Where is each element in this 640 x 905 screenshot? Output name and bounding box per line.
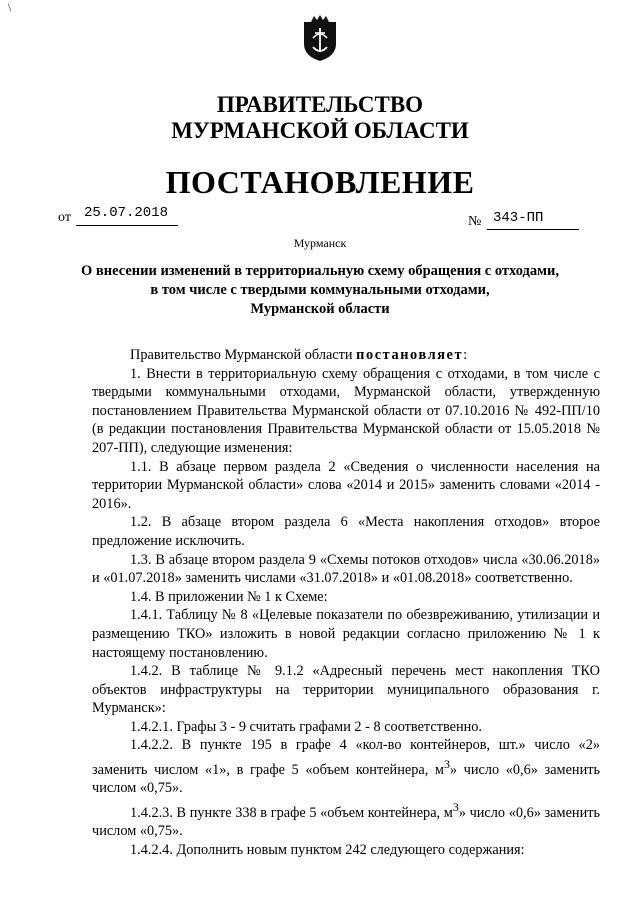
- number-underline: [487, 229, 579, 230]
- paragraph-1-4-2-4: 1.4.2.4. Дополнить новым пунктом 242 следующего содержания:: [130, 841, 525, 858]
- number-prefix: №: [468, 214, 482, 229]
- p1422-text-b: » число «0,6» заменить числом «0,75».: [92, 761, 600, 797]
- org-name-line1: ПРАВИТЕЛЬСТВО: [216, 92, 424, 117]
- title-line3: Мурманской области: [250, 301, 390, 317]
- date-prefix: от: [58, 210, 71, 225]
- intro-end: :: [463, 347, 468, 363]
- paragraph-1-3: 1.3. В абзаце втором раздела 9 «Схемы потоков отходов» числа «30.06.2018» и «01.07.2018» заменить числами «31.07.2018» и «01.08.2018» соответственно.: [92, 551, 600, 587]
- corner-mark: \: [8, 2, 12, 14]
- paragraph-1-4-2: 1.4.2. В таблице № 9.1.2 «Адресный перечень мест накопления ТКО объектов инфраструктуры на территории муниципального образования г. Мурманск»:: [92, 663, 600, 717]
- paragraph-1-1: 1.1. В абзаце первом раздела 2 «Сведения о численности населения на территории Мурманской области» слова «2014 и 2015» заменить словами «2014 - 2016».: [92, 458, 600, 512]
- document-body: [92, 346, 600, 860]
- city: Мурманск: [293, 236, 347, 250]
- title-line2: в том числе с твердыми коммунальными отходами,: [150, 282, 490, 298]
- document-type: ПОСТАНОВЛЕНИЕ: [165, 164, 475, 200]
- paragraph-1: 1. Внести в территориальную схему обращения с отходами, в том числе с твердыми коммунальными отходами, Мурманской области, утвержденную постановлением Правительства Мурманской области от 07.10.2016 № 492-ПП/10 (в редакции постановления Правительства Мурманской области от 15.05.2018 № 207-ПП), следующие изменения:: [92, 365, 600, 456]
- document-date: 25.07.2018: [84, 205, 169, 221]
- document-number: 343-ПП: [493, 210, 544, 226]
- paragraph-1-4: 1.4. В приложении № 1 к Схеме:: [130, 588, 328, 605]
- date-underline: [76, 225, 178, 226]
- paragraph-1-4-2-3: [92, 798, 600, 841]
- coat-of-arms-icon: [302, 14, 338, 62]
- document-title: [80, 262, 560, 319]
- intro-keyword: постановляет: [356, 347, 464, 363]
- p1422-text-a: 1.4.2.2. В пункте 195 в графе 4 «кол-во контейнеров, шт.» число «2» заменить числом «1», в графе 5 «объем контейнера, м: [92, 737, 600, 778]
- paragraph-1-2: 1.2. В абзаце втором раздела 6 «Места накопления отходов» второе предложение исключить.: [92, 514, 600, 549]
- p1423-text-a: 1.4.2.3. В пункте 338 в графе 5 «объем контейнера, м: [130, 804, 453, 821]
- p1423-superscript: 3: [452, 800, 459, 815]
- intro-paragraph: [92, 346, 600, 365]
- paragraph-1-4-2-1: 1.4.2.1. Графы 3 - 9 считать графами 2 - 8 соответственно.: [130, 718, 482, 735]
- p1422-superscript: 3: [443, 757, 450, 772]
- org-name-line2: МУРМАНСКОЙ ОБЛАСТИ: [171, 118, 469, 143]
- intro-lead: Правительство Мурманской области: [130, 347, 353, 363]
- paragraph-1-4-2-2: [92, 736, 600, 798]
- title-line1: О внесении изменений в территориальную схему обращения с отходами,: [81, 263, 559, 279]
- paragraph-1-4-1: 1.4.1. Таблицу № 8 «Целевые показатели по обезвреживанию, утилизации и размещению ТКО» изложить в новой редакции согласно приложению № 1 к настоящему постановлению.: [92, 607, 600, 661]
- p1423-text-b: » число «0,6» заменить числом «0,75».: [92, 804, 600, 840]
